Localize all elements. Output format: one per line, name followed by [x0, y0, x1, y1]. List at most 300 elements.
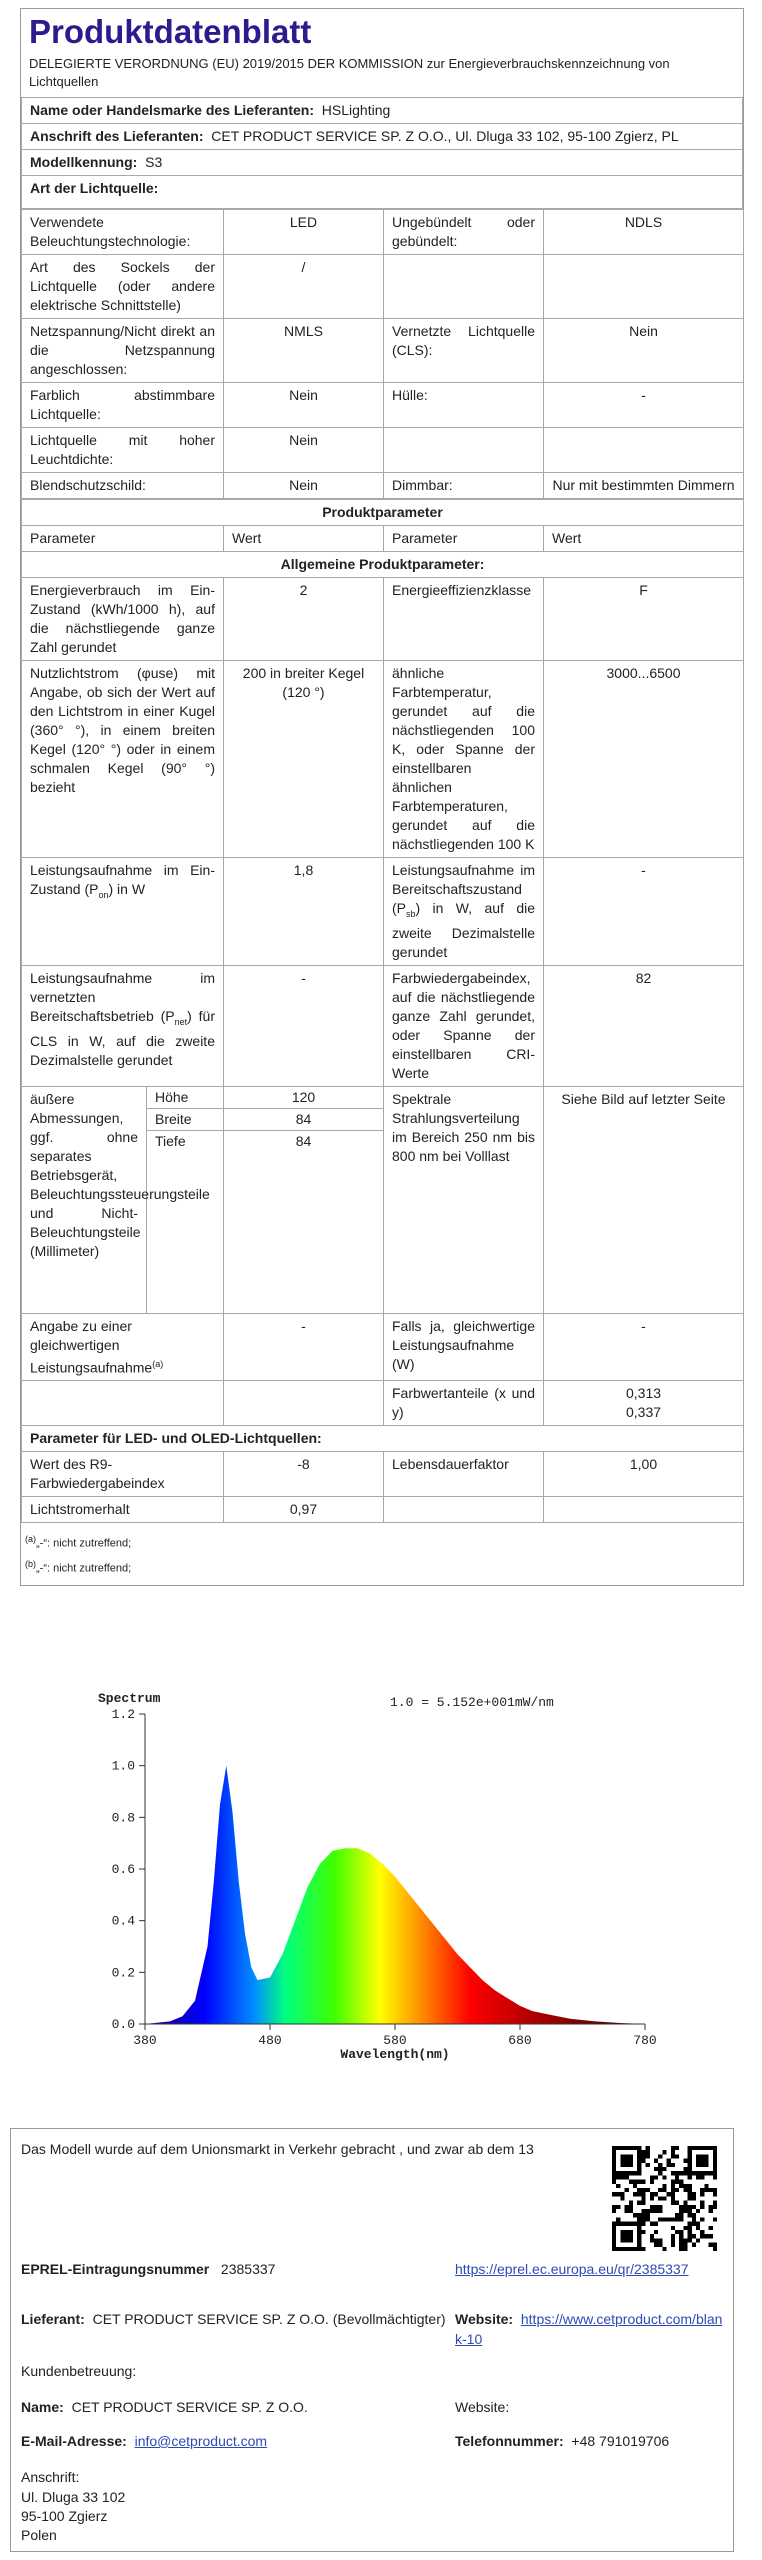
- footer-panel: [10, 2128, 734, 2552]
- qr-module: [641, 2201, 645, 2205]
- qr-module: [713, 2154, 717, 2158]
- equivalent-power-footnote: (a): [152, 1358, 164, 1369]
- qr-module: [654, 2192, 658, 2196]
- qr-module: [688, 2150, 692, 2154]
- qr-module: [646, 2154, 650, 2158]
- qr-module: [612, 2243, 616, 2247]
- on-mode-power-value: 1,8: [224, 858, 384, 966]
- qr-module: [709, 2146, 713, 2150]
- light-type-label-2: [384, 428, 544, 473]
- qr-module: [688, 2159, 692, 2163]
- light-source-table: [21, 209, 744, 499]
- qr-module: [696, 2146, 700, 2150]
- qr-module: [625, 2222, 629, 2226]
- qr-module: [625, 2234, 629, 2238]
- qr-module: [671, 2154, 675, 2158]
- qr-module: [650, 2238, 654, 2242]
- qr-module: [679, 2171, 683, 2175]
- qr-module: [654, 2209, 658, 2213]
- qr-module: [641, 2213, 645, 2217]
- energy-class-value: F: [544, 578, 744, 661]
- qr-module: [625, 2238, 629, 2242]
- qr-module: [637, 2201, 641, 2205]
- light-type-label-1: Art des Sockels der Lichtquelle (oder andere elektrische Schnittstelle): [22, 255, 224, 319]
- qr-module: [658, 2243, 662, 2247]
- qr-module: [683, 2171, 687, 2175]
- qr-module: [671, 2146, 675, 2150]
- qr-module: [612, 2175, 616, 2179]
- qr-module: [646, 2146, 650, 2150]
- supplier-address-label: Anschrift des Lieferanten:: [30, 128, 204, 144]
- qr-module: [704, 2184, 708, 2188]
- light-type-label-1: Farblich abstimmbare Lichtquelle:: [22, 383, 224, 428]
- qr-module: [713, 2171, 717, 2175]
- qr-module: [671, 2188, 675, 2192]
- qr-module: [709, 2171, 713, 2175]
- qr-module: [683, 2209, 687, 2213]
- qr-module: [662, 2247, 666, 2251]
- qr-module: [671, 2171, 675, 2175]
- model-value: S3: [145, 154, 163, 170]
- qr-module: [679, 2213, 683, 2217]
- qr-module: [620, 2175, 624, 2179]
- luminous-flux-label: Nutzlichtstrom (φuse) mit Angabe, ob sich der Wert auf den Lichtstrom in einer Kugel (360° °), in einem breiten Kegel (120° °) oder in einem schmalen Kegel (90° °) bezieht: [22, 661, 224, 858]
- qr-module: [633, 2192, 637, 2196]
- qr-module: [700, 2171, 704, 2175]
- qr-module: [612, 2234, 616, 2238]
- qr-module: [658, 2205, 662, 2209]
- qr-module: [709, 2226, 713, 2230]
- address-line-1: Ul. Dluga 33 102: [21, 2489, 126, 2505]
- light-type-value-2: [544, 428, 744, 473]
- light-type-value-2: [544, 255, 744, 319]
- qr-module: [646, 2213, 650, 2217]
- on-mode-power-text-end: ) in W: [108, 881, 146, 897]
- qr-module: [692, 2146, 696, 2150]
- qr-module: [658, 2188, 662, 2192]
- qr-module: [620, 2171, 624, 2175]
- qr-module: [671, 2234, 675, 2238]
- qr-module: [658, 2196, 662, 2200]
- qr-module: [688, 2171, 692, 2175]
- qr-module: [641, 2230, 645, 2234]
- qr-module: [641, 2192, 645, 2196]
- qr-module: [616, 2217, 620, 2221]
- qr-module: [637, 2222, 641, 2226]
- page-title: Produktdatenblatt: [29, 13, 312, 50]
- standby-power-sub: sb: [406, 908, 416, 919]
- qr-module: [612, 2163, 616, 2167]
- qr-module: [713, 2163, 717, 2167]
- spectral-distribution-label: Spektrale Strahlungsverteilung im Bereich 250 nm bis 800 nm bei Volllast: [384, 1086, 544, 1313]
- qr-module: [637, 2230, 641, 2234]
- qr-module: [713, 2247, 717, 2251]
- qr-module: [637, 2243, 641, 2247]
- qr-module: [688, 2184, 692, 2188]
- qr-module: [629, 2238, 633, 2242]
- equivalent-power-text: Angabe zu einer gleichwertigen Leistungsaufnahme: [30, 1317, 153, 1376]
- address-line-2: 95-100 Zgierz: [21, 2508, 108, 2524]
- x-tick-label: 780: [633, 2033, 657, 2048]
- qr-module: [671, 2184, 675, 2188]
- supplier-name-value: HSLighting: [321, 102, 391, 118]
- equivalent-power-w-value: -: [544, 1313, 744, 1381]
- qr-module: [675, 2201, 679, 2205]
- cri-value: 82: [544, 965, 744, 1086]
- qr-module: [662, 2217, 666, 2221]
- qr-module: [683, 2201, 687, 2205]
- led-section-title: Parameter für LED- und OLED-Lichtquellen:: [22, 1426, 744, 1452]
- equivalent-power-label: [22, 1313, 224, 1381]
- qr-module: [616, 2192, 620, 2196]
- market-text: Das Modell wurde auf dem Unionsmarkt in Verkehr gebracht , und zwar ab dem 13: [21, 2141, 534, 2157]
- qr-module: [650, 2205, 654, 2209]
- qr-module: [637, 2150, 641, 2154]
- qr-module: [671, 2226, 675, 2230]
- light-type-row: [22, 428, 744, 473]
- qr-module: [654, 2167, 658, 2171]
- qr-module: [700, 2163, 704, 2167]
- qr-module: [671, 2201, 675, 2205]
- qr-module: [612, 2192, 616, 2196]
- qr-module: [641, 2154, 645, 2158]
- qr-module: [654, 2230, 658, 2234]
- footnotes: [21, 1523, 743, 1584]
- qr-module: [671, 2217, 675, 2221]
- qr-module: [700, 2217, 704, 2221]
- qr-module: [679, 2230, 683, 2234]
- footnote-b: [25, 1554, 739, 1579]
- light-type-row: [22, 473, 744, 499]
- qr-module: [646, 2217, 650, 2221]
- networked-standby-text-end: ) für CLS in W, auf die zweite Dezimalstelle gerundet: [30, 1007, 215, 1068]
- datasheet: [20, 8, 744, 1586]
- qr-module: [696, 2154, 700, 2158]
- qr-module: [629, 2146, 633, 2150]
- qr-module: [637, 2234, 641, 2238]
- chromaticity-y: 0,337: [625, 1404, 662, 1421]
- on-mode-power-label: [22, 858, 224, 966]
- qr-module: [641, 2159, 645, 2163]
- website-link[interactable]: https://www.cetproduct.com/blank-10: [455, 2311, 723, 2347]
- qr-module: [700, 2154, 704, 2158]
- color-temperature-label: ähnliche Farbtemperatur, gerundet auf die nächstliegenden 100 K, oder Spanne der einstellbaren ähnlichen Farbtemperaturen, gerundet auf die nächstliegenden 100 K: [384, 661, 544, 858]
- qr-module: [688, 2205, 692, 2209]
- light-type-value-1: LED: [224, 210, 384, 255]
- qr-module: [688, 2154, 692, 2158]
- qr-module: [641, 2196, 645, 2200]
- qr-module: [662, 2167, 666, 2171]
- qr-module: [650, 2196, 654, 2200]
- qr-module: [658, 2217, 662, 2221]
- qr-module: [692, 2217, 696, 2221]
- x-tick-label: 480: [258, 2033, 282, 2048]
- on-mode-power-text: Leistungsaufnahme im Ein-Zustand (P: [30, 862, 215, 897]
- chromaticity-value: [544, 1381, 744, 1426]
- qr-module: [637, 2154, 641, 2158]
- qr-module: [625, 2171, 629, 2175]
- qr-module: [696, 2209, 700, 2213]
- empty-cell: [224, 1381, 384, 1426]
- qr-module: [629, 2154, 633, 2158]
- eprel-value: 2385337: [220, 2261, 276, 2277]
- qr-module: [700, 2159, 704, 2163]
- x-tick-label: 580: [383, 2033, 407, 2048]
- light-type-row: [22, 383, 744, 428]
- qr-module: [620, 2154, 624, 2158]
- qr-module: [650, 2180, 654, 2184]
- equivalent-power-value: -: [224, 1313, 384, 1381]
- qr-module: [683, 2205, 687, 2209]
- qr-module: [679, 2209, 683, 2213]
- r9-value: -8: [224, 1452, 384, 1497]
- email-link[interactable]: info@cetproduct.com: [134, 2433, 268, 2449]
- light-type-row: [22, 210, 744, 255]
- qr-module: [683, 2238, 687, 2242]
- qr-code[interactable]: [612, 2146, 717, 2251]
- params-section-title: Produktparameter: [22, 500, 744, 526]
- customer-service-label: Kundenbetreuung:: [21, 2363, 137, 2379]
- energy-consumption-value: 2: [224, 578, 384, 661]
- qr-module: [612, 2222, 616, 2226]
- qr-module: [612, 2230, 616, 2234]
- qr-module: [650, 2175, 654, 2179]
- supplier-address-value: CET PRODUCT SERVICE SP. Z O.O., Ul. Dluga 33 102, 95-100 Zgierz, PL: [211, 128, 679, 144]
- qr-module: [679, 2184, 683, 2188]
- qr-module: [700, 2201, 704, 2205]
- qr-module: [713, 2159, 717, 2163]
- qr-module: [671, 2180, 675, 2184]
- qr-module: [688, 2238, 692, 2242]
- qr-module: [612, 2205, 616, 2209]
- qr-module: [641, 2209, 645, 2213]
- qr-module: [692, 2205, 696, 2209]
- qr-module: [612, 2167, 616, 2171]
- r9-label: Wert des R9-Farbwiedergabeindex: [22, 1452, 224, 1497]
- qr-module: [629, 2201, 633, 2205]
- qr-module: [688, 2230, 692, 2234]
- model-row: [22, 150, 743, 176]
- dimensions-label: äußere Abmessungen, ggf. ohne separates Betriebsgerät, Beleuchtungssteuerungsteile und Nicht-Beleuchtungsteile (Millimeter): [22, 1086, 147, 1313]
- qr-module: [616, 2222, 620, 2226]
- qr-module: [641, 2180, 645, 2184]
- lieferant-label: Lieferant:: [21, 2311, 85, 2327]
- qr-module: [654, 2205, 658, 2209]
- qr-module: [700, 2230, 704, 2234]
- qr-module: [637, 2192, 641, 2196]
- qr-module: [713, 2192, 717, 2196]
- qr-module: [700, 2175, 704, 2179]
- dimension-width-value: 84: [224, 1108, 384, 1130]
- qr-module: [616, 2146, 620, 2150]
- qr-module: [658, 2171, 662, 2175]
- qr-module: [658, 2154, 662, 2158]
- qr-module: [692, 2222, 696, 2226]
- qr-module: [637, 2247, 641, 2251]
- qr-module: [675, 2180, 679, 2184]
- qr-module: [704, 2234, 708, 2238]
- qr-module: [654, 2243, 658, 2247]
- qr-module: [633, 2247, 637, 2251]
- email-label: E-Mail-Adresse:: [21, 2433, 127, 2449]
- supplier-name-label: Name oder Handelsmarke des Lieferanten:: [30, 102, 314, 118]
- standby-power-text: Leistungsaufnahme im Bereitschaftszustand (P: [392, 862, 535, 916]
- chromaticity-x: 0,313: [625, 1385, 662, 1402]
- qr-module: [688, 2226, 692, 2230]
- qr-module: [688, 2196, 692, 2200]
- qr-module: [662, 2184, 666, 2188]
- qr-module: [692, 2171, 696, 2175]
- qr-module: [671, 2150, 675, 2154]
- y-tick-label: 0.0: [111, 2017, 135, 2032]
- qr-module: [671, 2243, 675, 2247]
- supplier-address-row: [22, 124, 743, 150]
- footnote-b-mark: (b): [25, 1559, 36, 1570]
- qr-module: [654, 2159, 658, 2163]
- spectrum-chart: [20, 1688, 742, 2118]
- qr-module: [612, 2146, 616, 2150]
- energy-consumption-label: Energieverbrauch im Ein-Zustand (kWh/1000 h), auf die nächstliegende ganze Zahl gerundet: [22, 578, 224, 661]
- qr-module: [692, 2192, 696, 2196]
- light-type-label-2: [384, 255, 544, 319]
- qr-module: [704, 2154, 708, 2158]
- qr-module: [679, 2247, 683, 2251]
- qr-module: [658, 2209, 662, 2213]
- qr-module: [700, 2146, 704, 2150]
- qr-module: [637, 2163, 641, 2167]
- website-row: [455, 2309, 725, 2349]
- footnote-a: [25, 1529, 739, 1554]
- dimension-height-value: 120: [224, 1086, 384, 1108]
- qr-module: [713, 2205, 717, 2209]
- empty-cell: [22, 1381, 224, 1426]
- qr-module: [629, 2222, 633, 2226]
- qr-module: [683, 2247, 687, 2251]
- qr-module: [646, 2209, 650, 2213]
- qr-module: [620, 2192, 624, 2196]
- qr-module: [637, 2180, 641, 2184]
- qr-module: [620, 2234, 624, 2238]
- qr-module: [683, 2159, 687, 2163]
- qr-module: [679, 2243, 683, 2247]
- light-type-label-1: Blendschutzschild:: [22, 473, 224, 499]
- qr-module: [675, 2213, 679, 2217]
- light-type-label-2: Ungebündelt oder gebündelt:: [384, 210, 544, 255]
- light-type-value-2: Nur mit bestimmten Dimmern: [544, 473, 744, 499]
- qr-module: [646, 2163, 650, 2167]
- dimension-depth-value: 84: [224, 1130, 384, 1313]
- qr-module: [629, 2230, 633, 2234]
- qr-module: [629, 2163, 633, 2167]
- qr-module: [629, 2247, 633, 2251]
- lumen-maintenance-value: 0,97: [224, 1497, 384, 1523]
- qr-module: [625, 2163, 629, 2167]
- qr-module: [704, 2159, 708, 2163]
- qr-module: [696, 2238, 700, 2242]
- qr-module: [688, 2146, 692, 2150]
- qr-module: [704, 2188, 708, 2192]
- lumen-maintenance-label: Lichtstromerhalt: [22, 1497, 224, 1523]
- color-temperature-value: 3000...6500: [544, 661, 744, 858]
- qr-module: [675, 2171, 679, 2175]
- y-tick-label: 0.8: [111, 1810, 135, 1826]
- chromaticity-label: Farbwertanteile (x und y): [384, 1381, 544, 1426]
- qr-module: [641, 2150, 645, 2154]
- qr-module: [650, 2192, 654, 2196]
- address-line-3: Polen: [21, 2527, 57, 2543]
- qr-module: [692, 2243, 696, 2247]
- networked-standby-text: Leistungsaufnahme im vernetzten Bereitschaftsbetrieb (P: [30, 969, 215, 1024]
- phone-value: +48 791019706: [571, 2433, 670, 2449]
- qr-module: [713, 2243, 717, 2247]
- qr-module: [713, 2150, 717, 2154]
- qr-module: [625, 2247, 629, 2251]
- qr-module: [650, 2222, 654, 2226]
- survival-factor-label: Lebensdauerfaktor: [384, 1452, 544, 1497]
- qr-module: [633, 2222, 637, 2226]
- qr-module: [662, 2196, 666, 2200]
- qr-module: [612, 2226, 616, 2230]
- qr-module: [612, 2150, 616, 2154]
- qr-module: [662, 2188, 666, 2192]
- qr-module: [675, 2188, 679, 2192]
- qr-module: [625, 2188, 629, 2192]
- email-row: [21, 2431, 267, 2451]
- y-tick-label: 1.0: [111, 1758, 135, 1774]
- footnote-b-text: „-“: nicht zutreffend;: [36, 1562, 132, 1575]
- light-type-label-2: Dimmbar:: [384, 473, 544, 499]
- qr-module: [612, 2238, 616, 2242]
- dimension-depth-name: Tiefe: [147, 1130, 224, 1313]
- qr-module: [700, 2205, 704, 2209]
- energy-class-label: Energieeffizienzklasse: [384, 578, 544, 661]
- light-type-value-1: /: [224, 255, 384, 319]
- qr-module: [637, 2238, 641, 2242]
- qr-module: [620, 2230, 624, 2234]
- qr-module: [692, 2234, 696, 2238]
- qr-module: [675, 2230, 679, 2234]
- qr-module: [625, 2175, 629, 2179]
- qr-module: [633, 2180, 637, 2184]
- qr-module: [667, 2159, 671, 2163]
- regulation-subtitle: DELEGIERTE VERORDNUNG (EU) 2019/2015 DER KOMMISSION zur Energieverbrauchskennzeichnung von Lichtquellen: [29, 56, 670, 89]
- qr-module: [713, 2175, 717, 2179]
- qr-module: [620, 2222, 624, 2226]
- qr-module: [612, 2247, 616, 2251]
- qr-module: [700, 2192, 704, 2196]
- header-value-2: Wert: [544, 526, 744, 552]
- light-type-row: [22, 176, 743, 209]
- qr-module: [696, 2226, 700, 2230]
- qr-module: [629, 2209, 633, 2213]
- lieferant-value: CET PRODUCT SERVICE SP. Z O.O. (Bevollmächtigter): [92, 2311, 446, 2327]
- qr-module: [713, 2146, 717, 2150]
- qr-module: [654, 2175, 658, 2179]
- spectrum-area: [145, 1766, 645, 2024]
- phone-label: Telefonnummer:: [455, 2433, 564, 2449]
- qr-module: [620, 2163, 624, 2167]
- eprel-link[interactable]: https://eprel.ec.europa.eu/qr/2385337: [455, 2261, 689, 2277]
- qr-module: [616, 2247, 620, 2251]
- qr-module: [620, 2238, 624, 2242]
- dimension-width-name: Breite: [147, 1108, 224, 1130]
- light-type-value-1: Nein: [224, 428, 384, 473]
- qr-module: [637, 2188, 641, 2192]
- qr-module: [696, 2175, 700, 2179]
- qr-module: [713, 2217, 717, 2221]
- standby-power-label: [384, 858, 544, 966]
- qr-module: [696, 2171, 700, 2175]
